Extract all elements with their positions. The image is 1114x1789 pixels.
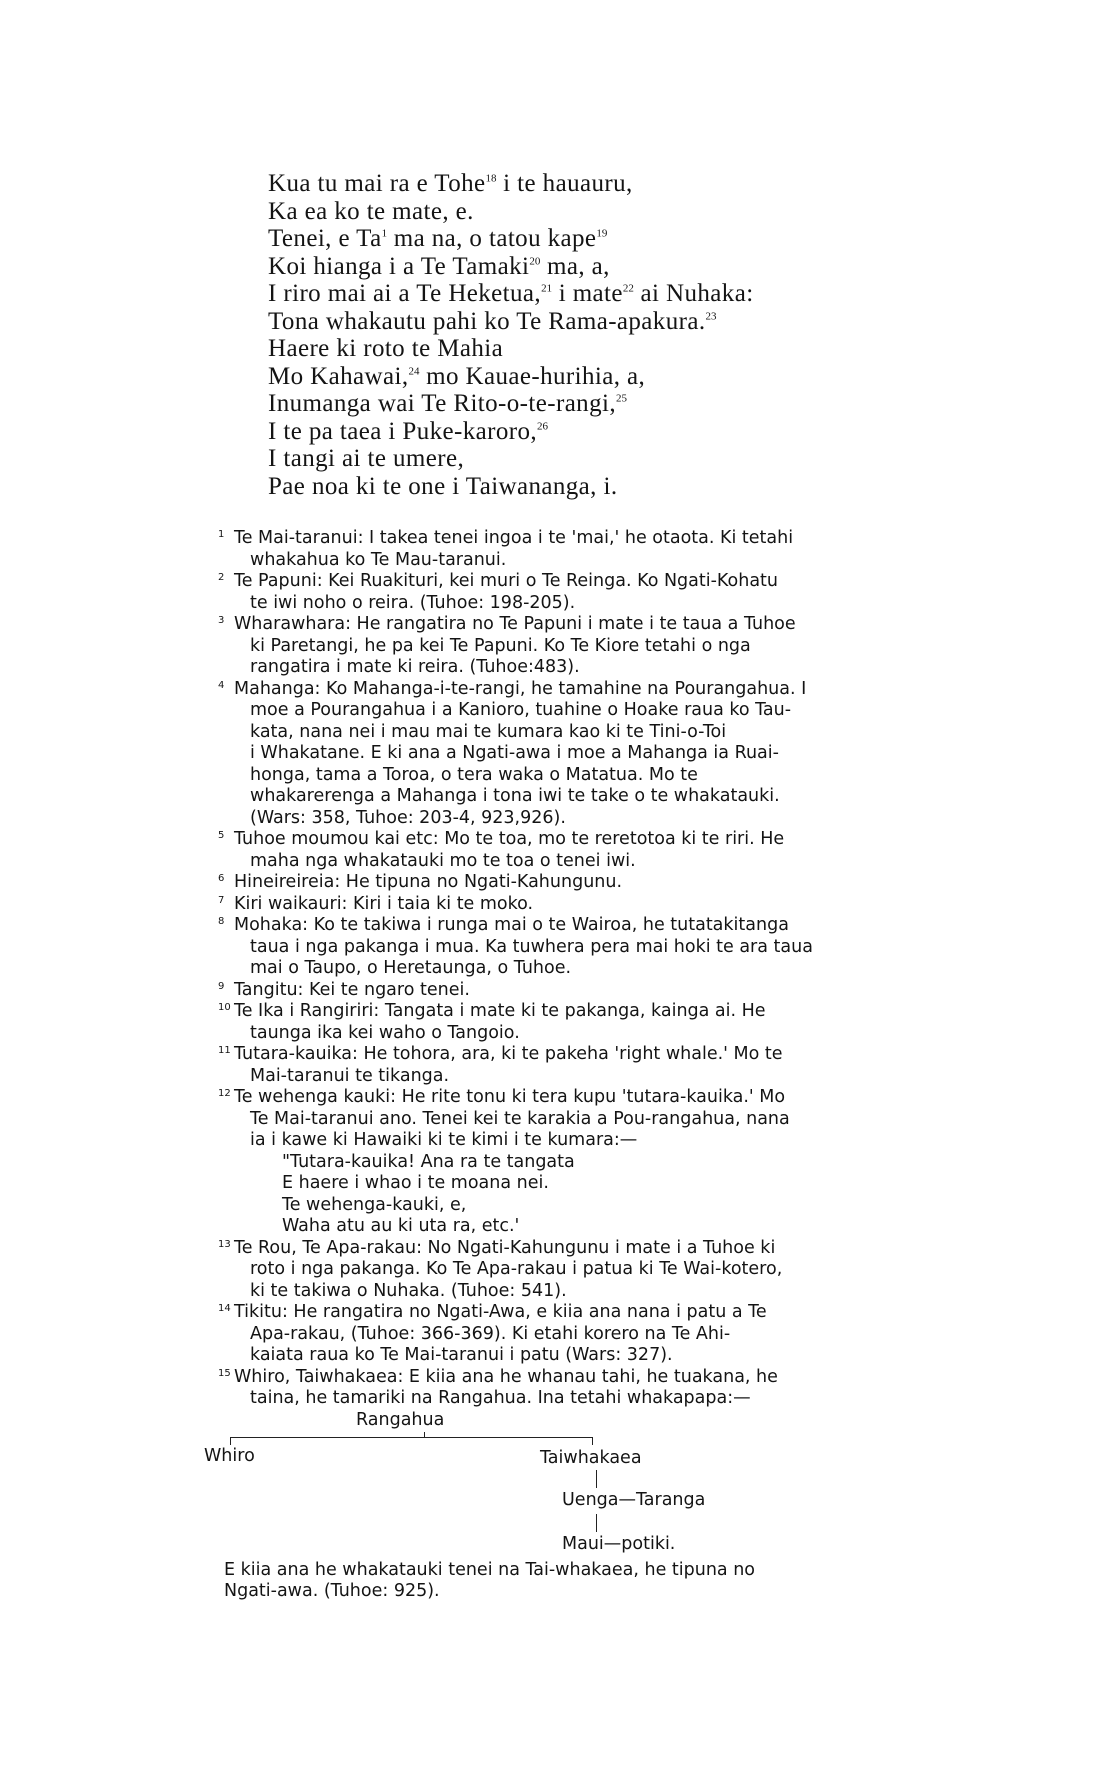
footnote-text: Te Rou, Te Apa-rakau: No Ngati-Kahungunu i mate i a Tuhoe ki xyxy=(234,1237,776,1258)
poem-line xyxy=(268,335,988,363)
genealogy-left-child: Whiro xyxy=(204,1445,255,1466)
footnote xyxy=(218,829,959,872)
footnote-text: taina, he tamariki na Rangahua. Ina tetahi whakapapa:— xyxy=(250,1388,751,1408)
genealogy-diagram xyxy=(204,1409,959,1560)
footnote-text: taunga ika kei waho o Tangoio. xyxy=(250,1022,520,1043)
poem-line xyxy=(268,445,988,473)
poem-text: Koi hianga i a Te Tamaki xyxy=(268,252,530,280)
poem-line xyxy=(268,308,988,336)
chant-line: Waha atu au ki uta ra, etc.' xyxy=(282,1216,520,1236)
footnote-text: Te Papuni: Kei Ruakituri, kei muri o Te Reinga. Ko Ngati-Kohatu xyxy=(234,571,779,591)
footnote xyxy=(218,979,959,1002)
poem-text: i te hauauru, xyxy=(496,170,633,197)
footnote xyxy=(218,1366,959,1410)
genealogy-connector xyxy=(424,1432,425,1438)
footnote-ref: 25 xyxy=(615,392,627,405)
footnote-text: whakahua ko Te Mau-taranui. xyxy=(250,549,507,570)
footnote-text: Wharawhara: He rangatira no Te Papuni i mate i te taua a Tuhoe xyxy=(234,614,796,634)
footnote-text: ki te takiwa o Nuhaka. (Tuhoe: 541). xyxy=(250,1280,567,1301)
closing-line: E kiia ana he whakatauki tenei na Tai-whakaea, he tipuna no xyxy=(224,1559,755,1580)
chant-line: "Tutara-kauika! Ana ra te tangata xyxy=(282,1151,575,1172)
footnote-number: 1 xyxy=(218,529,225,540)
footnote-text: (Wars: 358, Tuhoe: 203-4, 923,926). xyxy=(250,807,566,828)
genealogy-connector xyxy=(596,1470,597,1488)
footnote-text: Mai-taranui te tikanga. xyxy=(250,1065,450,1086)
poem-text: I riro mai ai a Te Heketua, xyxy=(268,280,542,307)
footnote-text: Tutara-kauika: He tohora, ara, ki te pakeha 'right whale.' Mo te xyxy=(234,1044,783,1064)
footnote-number: 7 xyxy=(218,894,225,906)
poem-text: Pae noa ki te one i Taiwananga, i. xyxy=(268,472,618,500)
closing-line: Ngati-awa. (Tuhoe: 925). xyxy=(224,1581,440,1601)
footnote-text: Te Mai-taranui ano. Tenei kei te karakia a Pou-rangahua, nana xyxy=(250,1108,790,1129)
footnote-text: Te wehenga kauki: He rite tonu ki tera kupu 'tutara-kauika.' Mo xyxy=(234,1087,786,1107)
genealogy-branch-line xyxy=(230,1437,592,1438)
footnote-ref: 24 xyxy=(408,365,420,378)
footnote-number: 4 xyxy=(218,679,225,691)
footnote-text: i Whakatane. E ki ana a Ngati-awa i moe a Mahanga ia Ruai- xyxy=(250,743,779,763)
genealogy-root: Rangahua xyxy=(356,1409,445,1430)
footnote-number: 5 xyxy=(218,830,225,841)
footnote-text: Tangitu: Kei te ngaro tenei. xyxy=(234,979,470,1000)
genealogy-third-generation: Maui—potiki. xyxy=(562,1533,676,1554)
footnote-text: maha nga whakatauki mo te toa o tenei iwi. xyxy=(250,850,636,871)
footnote xyxy=(218,915,959,980)
footnote xyxy=(218,678,959,830)
poem-stanza xyxy=(268,170,988,500)
footnote-ref: 22 xyxy=(622,282,634,295)
footnote-text: Te Mai-taranui: I takea tenei ingoa i te 'mai,' he otaota. Ki tetahi xyxy=(234,528,794,548)
footnote-text: Te Ika i Rangiriri: Tangata i mate ki te pakanga, kainga ai. He xyxy=(234,1001,766,1021)
poem-line xyxy=(268,390,988,418)
footnote-number: 14 xyxy=(218,1303,231,1314)
footnote xyxy=(218,528,959,571)
genealogy-right-child: Taiwhakaea xyxy=(540,1447,642,1468)
poem-text: i mate xyxy=(552,280,623,307)
genealogy-second-generation: Uenga—Taranga xyxy=(562,1489,706,1510)
footnote-text: te iwi noho o reira. (Tuhoe: 198-205). xyxy=(250,592,576,613)
footnote-ref: 21 xyxy=(541,282,553,295)
footnote-text: Kiri waikauri: Kiri i taia ki te moko. xyxy=(234,893,534,914)
footnote-text: kaiata raua ko Te Mai-taranui i patu (Wars: 327). xyxy=(250,1345,673,1365)
poem-line xyxy=(268,253,988,281)
poem-line xyxy=(268,418,988,446)
poem-text: Mo Kahawai, xyxy=(268,362,409,390)
footnote-text: Mohaka: Ko te takiwa i runga mai o te Wairoa, he tutatakitanga xyxy=(234,915,789,935)
footnote xyxy=(218,571,959,614)
footnote-text: mai o Taupo, o Heretaunga, o Tuhoe. xyxy=(250,958,572,978)
genealogy-connector xyxy=(596,1514,597,1532)
poem-text: Tona whakautu pahi ko Te Rama-apakura. xyxy=(268,307,706,335)
genealogy-connector xyxy=(592,1437,593,1445)
poem-line xyxy=(268,170,988,198)
poem-text: Haere ki roto te Mahia xyxy=(268,335,504,362)
footnote xyxy=(218,1087,959,1152)
poem-text: Inumanga wai Te Rito-o-te-rangi, xyxy=(268,390,616,417)
poem-line xyxy=(268,198,988,226)
footnote-text: Whiro, Taiwhakaea: E kiia ana he whanau tahi, he tuakana, he xyxy=(234,1366,778,1387)
poem-line xyxy=(268,280,988,308)
footnote-number: 9 xyxy=(218,980,225,992)
footnotes xyxy=(204,528,959,1603)
footnote-text: ki Paretangi, he pa kei Te Papuni. Ko Te Kiore tetahi o nga xyxy=(250,635,751,656)
chant-line: Te wehenga-kauki, e, xyxy=(282,1194,467,1215)
footnote-text: Mahanga: Ko Mahanga-i-te-rangi, he tamahine na Pourangahua. I xyxy=(234,678,807,699)
footnote xyxy=(218,1302,959,1367)
footnote-ref: 26 xyxy=(537,420,549,433)
footnote xyxy=(218,1044,959,1087)
footnote-number: 12 xyxy=(218,1088,231,1099)
poem-text: mo Kauae-hurihia, a, xyxy=(419,362,646,390)
footnote-text: Apa-rakau, (Tuhoe: 366-369). Ki etahi korero na Te Ahi- xyxy=(250,1323,731,1344)
footnote-text: taua i nga pakanga i mua. Ka tuwhera pera mai hoki te ara taua xyxy=(250,936,813,957)
closing-paragraph xyxy=(224,1560,959,1603)
footnote-ref: 18 xyxy=(485,172,497,185)
footnote-number: 10 xyxy=(218,1002,231,1013)
footnote-text: whakarerenga a Mahanga i tona iwi te take o te whakatauki. xyxy=(250,786,780,806)
footnote-ref: 23 xyxy=(705,310,717,323)
footnote-text: honga, tama a Toroa, o tera waka o Matatua. Mo te xyxy=(250,764,698,785)
poem-text: ma, a, xyxy=(540,252,610,280)
footnote-text: Hineireireia: He tipuna no Ngati-Kahungunu. xyxy=(234,872,623,892)
footnote xyxy=(218,893,959,916)
footnote-number: 11 xyxy=(218,1045,231,1056)
genealogy-connector xyxy=(230,1437,231,1445)
footnote-text: roto i nga pakanga. Ko Te Apa-rakau i patua ki Te Wai-kotero, xyxy=(250,1259,783,1279)
poem-text: I te pa taea i Puke-karoro, xyxy=(268,417,538,445)
footnote xyxy=(218,1001,959,1044)
poem-text: I tangi ai te umere, xyxy=(268,445,465,472)
poem-line xyxy=(268,473,988,501)
footnote-text: Tuhoe moumou kai etc: Mo te toa, mo te reretotoa ki te riri. He xyxy=(234,829,785,849)
poem-text: ma na, o tatou kape xyxy=(387,225,597,252)
poem-line xyxy=(268,363,988,391)
poem-line xyxy=(268,225,988,253)
poem-text: Tenei, e Ta xyxy=(268,225,382,252)
footnote-number: 3 xyxy=(218,615,225,626)
footnote xyxy=(218,1237,959,1303)
footnote-ref: 1 xyxy=(381,227,388,240)
footnote-number: 6 xyxy=(218,873,225,884)
poem-text: Kua tu mai ra e Tohe xyxy=(268,170,486,197)
poem-text: ai Nuhaka: xyxy=(633,280,754,307)
footnote xyxy=(218,614,959,679)
footnote-number: 15 xyxy=(218,1367,231,1379)
footnote-ref: 20 xyxy=(529,255,541,268)
chant-quote xyxy=(224,1152,959,1238)
footnote-number: 13 xyxy=(218,1238,231,1250)
footnote-text: rangatira i mate ki reira. (Tuhoe:483). xyxy=(250,657,580,677)
footnote-text: kata, nana nei i mau mai te kumara kao ki te Tini-o-Toi xyxy=(250,721,727,742)
footnote-text: ia i kawe ki Hawaiki ki te kimi i te kumara:— xyxy=(250,1130,638,1150)
chant-line: E haere i whao i te moana nei. xyxy=(282,1173,549,1193)
poem-text: Ka ea ko te mate, e. xyxy=(268,197,474,225)
footnote-ref: 19 xyxy=(596,227,608,240)
footnote-number: 8 xyxy=(218,916,225,927)
footnote xyxy=(218,872,959,894)
footnote-text: Tikitu: He rangatira no Ngati-Awa, e kiia ana nana i patu a Te xyxy=(234,1302,767,1322)
footnote-number: 2 xyxy=(218,572,225,583)
footnote-text: moe a Pourangahua i a Kanioro, tuahine o Hoake raua ko Tau- xyxy=(250,700,792,720)
